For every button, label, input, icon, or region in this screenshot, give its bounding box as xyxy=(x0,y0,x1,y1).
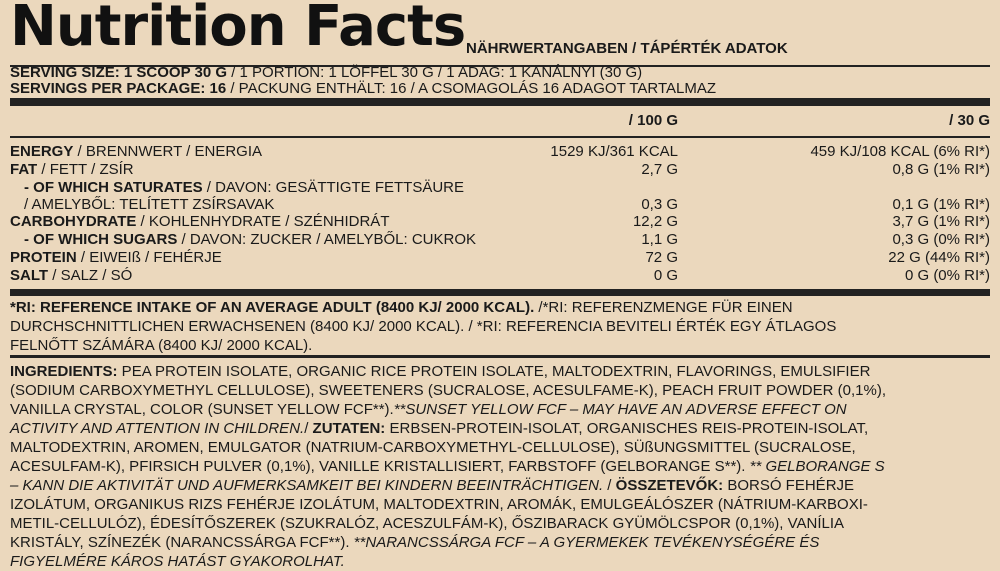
value-per-30g: 3,7 G (1% RI*) xyxy=(892,213,990,230)
serving-size xyxy=(10,64,642,81)
servings-per-package-label: SERVINGS PER PACKAGE: 16 xyxy=(10,80,227,97)
value-per-100g: 2,7 G xyxy=(641,161,678,178)
value-per-30g: 0,8 G (1% RI*) xyxy=(892,161,990,178)
row-label: - OF WHICH SATURATES xyxy=(24,179,203,196)
row-label-rest: / FETT / ZSÍR xyxy=(37,161,134,178)
row-label: ENERGY xyxy=(10,143,74,160)
row-label-rest: / BRENNWERT / ENERGIA xyxy=(73,143,263,160)
servings-per-package-text: / PACKUNG ENTHÄLT: 16 / A CSOMAGOLÁS 16 ADAGOT TARTALMAZ xyxy=(226,80,717,97)
reference-intake-note xyxy=(10,298,990,355)
ingredients-block xyxy=(10,362,990,571)
ingredients-warning: **NARANCSSÁRGA FCF – A GYERMEKEK TEVÉKENYSÉGÉRE ÉS xyxy=(349,534,820,551)
value-per-30g: 0 G (0% RI*) xyxy=(904,267,990,284)
ingredients-text: MALTODEXTRIN, AROMEN, EMULGATOR (NATRIUM-CARBOXYMETHYL-CELLULOSE), SÜßUNGSMITTEL (SUCRALOSE, xyxy=(10,439,856,456)
value-per-100g: 72 G xyxy=(645,249,678,266)
ingredients-heading: INGREDIENTS: xyxy=(10,363,118,380)
row-label: SALT xyxy=(10,267,49,284)
value-per-100g: 0,3 G xyxy=(641,196,678,213)
row-label-rest: / DAVON: ZUCKER / AMELYBŐL: CUKROK xyxy=(177,231,477,248)
ri-note-bold: *RI: REFERENCE INTAKE OF AN AVERAGE ADULT (8400 KJ/ 2000 KCAL). xyxy=(10,299,535,316)
value-per-100g: 1529 KJ/361 KCAL xyxy=(550,143,678,160)
serving-size-label: SERVING SIZE: 1 SCOOP 30 G xyxy=(10,64,228,81)
ingredients-text: BORSÓ FEHÉRJE xyxy=(723,477,855,494)
column-per-100g: / 100 G xyxy=(628,112,678,129)
divider-thick xyxy=(10,98,990,106)
ri-note-text: FELNŐTT SZÁMÁRA (8400 KJ/ 2000 KCAL). xyxy=(10,337,313,354)
ingredients-warning: **SUNSET YELLOW FCF – MAY HAVE AN ADVERSE EFFECT ON xyxy=(393,401,847,418)
ri-note-text: DURCHSCHNITTLICHEN ERWACHSENEN (8400 KJ/ 2000 KCAL). / *RI: REFERENCIA BEVITELI ÉRTÉK EGY ÁTLAGOS xyxy=(10,318,837,335)
page-title: Nutrition Facts xyxy=(10,0,466,59)
value-per-100g: 12,2 G xyxy=(632,213,678,230)
row-label: FAT xyxy=(10,161,38,178)
ingredients-text: PEA PROTEIN ISOLATE, ORGANIC RICE PROTEIN ISOLATE, MALTODEXTRIN, FLAVORINGS, EMULSIFIER xyxy=(117,363,871,380)
row-label: PROTEIN xyxy=(10,249,77,266)
ingredients-heading-de: ZUTATEN: xyxy=(312,420,386,437)
ingredients-text: / xyxy=(304,420,313,437)
divider-header xyxy=(10,136,990,138)
ingredients-text: ACESULFAM-K), PFIRSICH PULVER (0,1%), VANILLE KRISTALLISIERT, FARBSTOFF (GELBORANGE S**). xyxy=(10,458,746,475)
value-per-30g: 22 G (44% RI*) xyxy=(888,249,990,266)
row-label-rest: / KOHLENHYDRATE / SZÉNHIDRÁT xyxy=(136,213,390,230)
ingredients-warning: – KANN DIE AKTIVITÄT UND AUFMERKSAMKEIT BEI KINDERN BEEINTRÄCHTIGEN. xyxy=(10,477,604,494)
divider-thick-2 xyxy=(10,289,990,296)
divider-ingredients xyxy=(10,355,990,358)
ingredients-text: ERBSEN-PROTEIN-ISOLAT, ORGANISCHES REIS-PROTEIN-ISOLAT, xyxy=(385,420,869,437)
row-label-rest: / DAVON: GESÄTTIGTE FETTSÄURE xyxy=(202,179,465,196)
row-label: - OF WHICH SUGARS xyxy=(24,231,178,248)
serving-size-text: / 1 PORTION: 1 LÖFFEL 30 G / 1 ADAG: 1 KANÁLNYI (30 G) xyxy=(227,64,643,81)
value-per-100g: 0 G xyxy=(653,267,678,284)
ingredients-text: METIL-CELLULÓZ), ÉDESÍTŐSZEREK (SZUKRALÓZ, ACESZULFÁM-K), ŐSZIBARACK GYÜMÖLCSPOR (0,1%), VANÍLIA xyxy=(10,515,845,532)
ingredients-warning: FIGYELMÉRE KÁROS HATÁST GYAKOROLHAT. xyxy=(10,553,345,570)
row-label-rest: / EIWEIß / FEHÉRJE xyxy=(76,249,222,266)
ingredients-text: (SODIUM CARBOXYMETHYL CELLULOSE), SWEETENERS (SUCRALOSE, ACESULFAME-K), PEACH FRUIT POWDER (0,1%), xyxy=(10,382,886,399)
ingredients-text: VANILLA CRYSTAL, COLOR (SUNSET YELLOW FCF**). xyxy=(10,401,394,418)
ingredients-text: IZOLÁTUM, ORGANIKUS RIZS FEHÉRJE IZOLÁTUM, MALTODEXTRIN, AROMÁK, EMULGEÁLÓSZER (NÁTRIUM-KARBOXI- xyxy=(10,496,868,513)
ingredients-text: / xyxy=(603,477,616,494)
column-per-30g: / 30 G xyxy=(949,112,990,129)
ingredients-heading-hu: ÖSSZETEVŐK: xyxy=(615,477,724,494)
value-per-100g: 1,1 G xyxy=(641,231,678,248)
value-per-30g: 0,3 G (0% RI*) xyxy=(892,231,990,248)
title-row xyxy=(10,0,990,66)
row-label: CARBOHYDRATE xyxy=(10,213,137,230)
servings-per-package xyxy=(10,80,716,97)
row-label-rest: / SALZ / SÓ xyxy=(48,267,133,284)
ri-note-text: /*RI: REFERENZMENGE FÜR EINEN xyxy=(534,299,793,316)
value-per-30g: 459 KJ/108 KCAL (6% RI*) xyxy=(810,143,990,160)
page-subtitle: NÄHRWERTANGABEN / TÁPÉRTÉK ADATOK xyxy=(466,40,788,57)
ingredients-warning: ** GELBORANGE S xyxy=(745,458,885,475)
ingredients-warning: ACTIVITY AND ATTENTION IN CHILDREN. xyxy=(10,420,305,437)
value-per-30g: 0,1 G (1% RI*) xyxy=(892,196,990,213)
row-label-rest: / AMELYBŐL: TELÍTETT ZSÍRSAVAK xyxy=(24,196,275,213)
ingredients-text: KRISTÁLY, SZÍNEZÉK (NARANCSSÁRGA FCF**). xyxy=(10,534,350,551)
